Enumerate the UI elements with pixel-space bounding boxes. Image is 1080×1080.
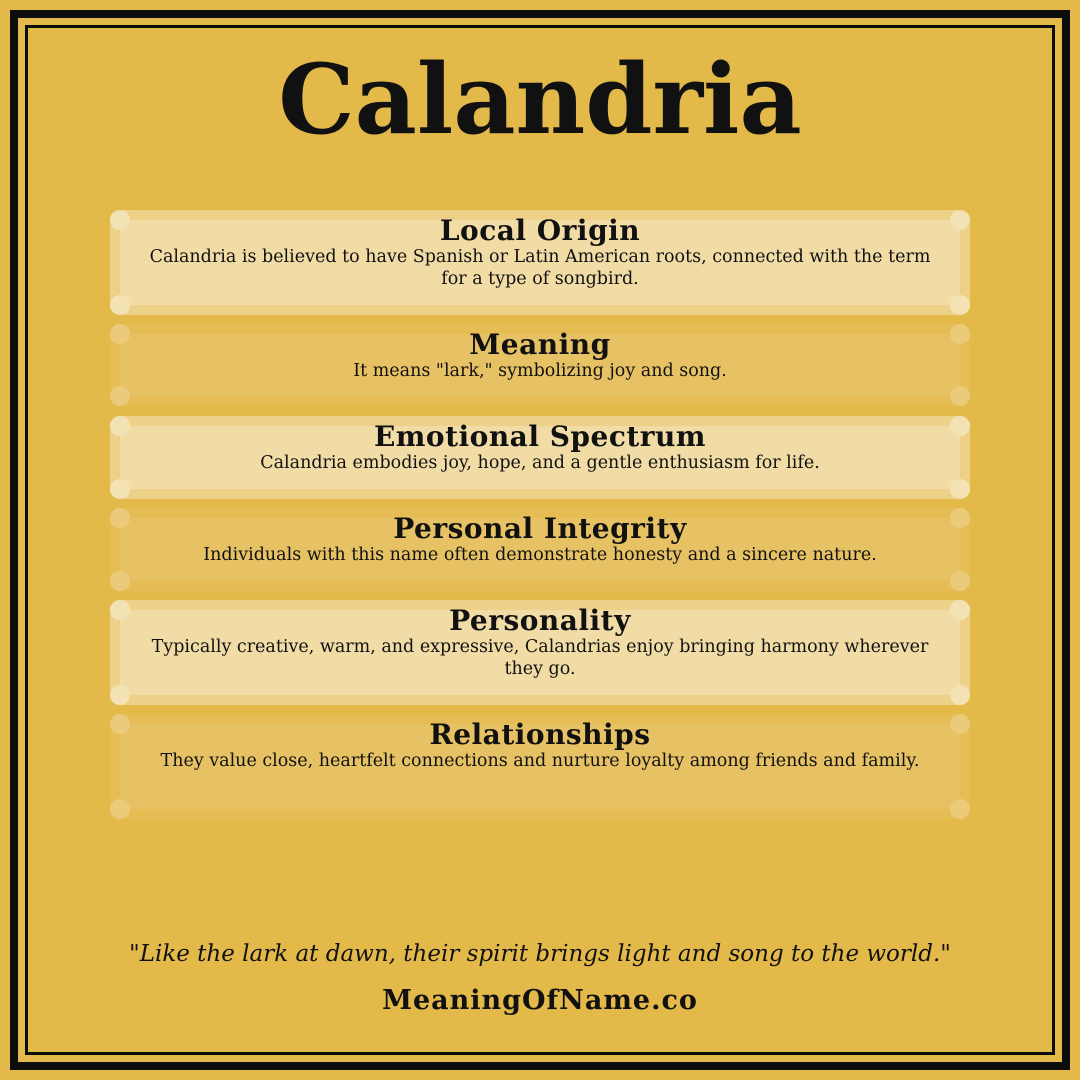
corner-dot xyxy=(110,479,130,499)
corner-dot xyxy=(110,799,130,819)
section-text: Calandria embodies joy, hope, and a gentle enthusiasm for life. xyxy=(260,453,820,473)
section-heading: Relationships xyxy=(429,718,651,751)
section-local-origin xyxy=(110,210,970,315)
corner-dot xyxy=(110,571,130,591)
section-emotional-spectrum xyxy=(110,416,970,499)
corner-dot xyxy=(950,685,970,705)
section-text: Individuals with this name often demonstrate honesty and a sincere nature. xyxy=(203,545,877,565)
corner-dot xyxy=(950,799,970,819)
corner-dot xyxy=(110,685,130,705)
section-heading: Personal Integrity xyxy=(393,512,687,545)
corner-dot xyxy=(110,295,130,315)
page-title: Calandria xyxy=(278,43,802,156)
site-name: MeaningOfName.co xyxy=(382,985,698,1016)
section-heading: Meaning xyxy=(469,328,611,361)
section-heading: Local Origin xyxy=(439,214,641,247)
section-heading: Personality xyxy=(449,604,631,637)
section-heading: Emotional Spectrum xyxy=(373,420,707,453)
corner-dot xyxy=(950,479,970,499)
corner-dot xyxy=(950,571,970,591)
corner-dot xyxy=(950,295,970,315)
section-text: They value close, heartfelt connections and nurture loyalty among friends and family. xyxy=(160,751,920,771)
section-text: Calandria is believed to have Spanish or Latin American roots, connected with the term for a type of songbird. xyxy=(149,247,931,289)
section-meaning xyxy=(110,324,970,406)
corner-dot xyxy=(950,386,970,406)
section-text: It means "lark," symbolizing joy and song. xyxy=(353,361,727,381)
corner-dot xyxy=(110,386,130,406)
section-text: Typically creative, warm, and expressive, Calandrias enjoy bringing harmony wherever they go. xyxy=(151,637,929,679)
quote: "Like the lark at dawn, their spirit brings light and song to the world." xyxy=(129,941,951,967)
section-personality xyxy=(110,600,970,705)
section-personal-integrity xyxy=(110,508,970,591)
section-relationships xyxy=(110,714,970,819)
